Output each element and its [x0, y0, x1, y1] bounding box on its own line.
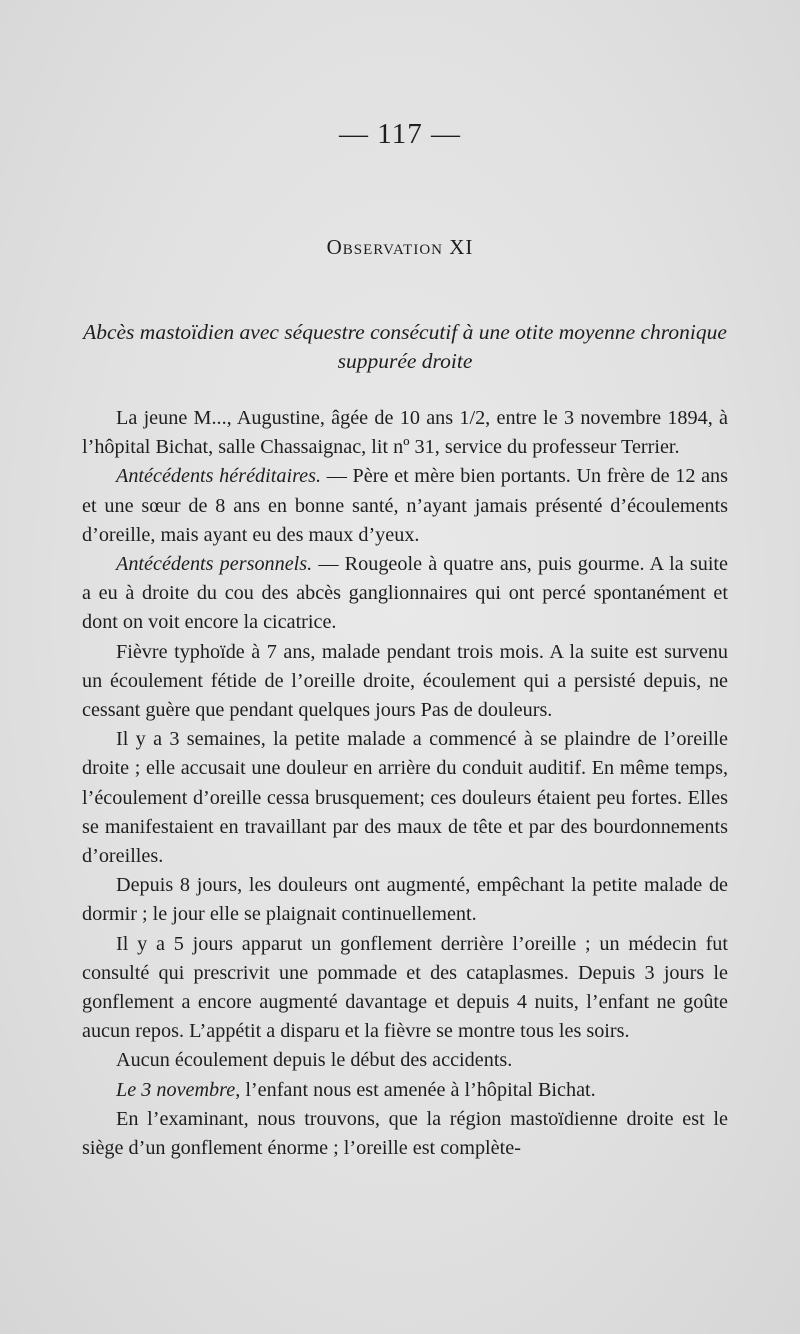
paragraph: Antécédents héréditaires. — Père et mère bien portants. Un frère de 12 ans et une sœur de 8 ans en bonne santé, n’ayant jamais présenté d’écoulements d’oreille, mais ayant eu des maux d’yeux.	[82, 465, 728, 546]
paragraph: En l’examinant, nous trouvons, que la région mastoïdienne droite est le siège d’un gonflement énorme ; l’oreille est complète-	[82, 1107, 728, 1160]
date-lead: Le 3 novembre	[116, 1078, 236, 1101]
paragraph: Fièvre typhoïde à 7 ans, malade pendant trois mois. A la suite est survenu un écoulement fétide de l’oreille droite, écoulement qui a persisté depuis, ne cessant guère que pendant quelques jours Pas de douleurs.	[82, 640, 728, 722]
section-lead: Antécédents héréditaires.	[116, 465, 322, 488]
section-lead: Antécédents personnels.	[116, 553, 313, 576]
paragraph: Le 3 novembre, l’enfant nous est amenée à l’hôpital Bichat.	[116, 1078, 596, 1101]
observation-body	[82, 404, 728, 1163]
paragraph: Il y a 5 jours apparut un gonflement derrière l’oreille ; un médecin fut consulté qui prescrivit une pommade et des cataplasmes. Depuis 3 jours le gonflement a encore augmenté davantage et depuis 4 nuits, l’enfant ne goûte aucun repos. L’appétit a disparu et la fièvre se montre tous les soirs.	[82, 932, 728, 1043]
observation-title: Abcès mastoïdien avec séquestre consécutif à une otite moyenne chronique suppurée droite	[83, 320, 727, 373]
paragraph: Il y a 3 semaines, la petite malade a commencé à se plaindre de l’oreille droite ; elle accusait une douleur en arrière du conduit auditif. En même temps, l’écoulement d’oreille cessa brusquement; ces douleurs étaient peu fortes. Elles se manifestaient en travaillant par des maux de tête et par des bourdonnements d’oreilles.	[82, 728, 728, 868]
observation-heading: Observation XI	[326, 235, 474, 259]
paragraph: Depuis 8 jours, les douleurs ont augmenté, empêchant la petite malade de dormir ; le jour elle se plaignait continuellement.	[82, 874, 728, 926]
page-number: — 117 —	[339, 118, 461, 150]
paragraph: La jeune M..., Augustine, âgée de 10 ans 1/2, entre le 3 novembre 1894, à l’hôpital Bichat, salle Chassaignac, lit nº 31, service du professeur Terrier.	[82, 407, 728, 459]
paragraph: Antécédents personnels. — Rougeole à quatre ans, puis gourme. A la suite a eu à droite du cou des abcès ganglionnaires qui ont percé spontanément et dont on voit encore la cicatrice.	[82, 553, 729, 634]
paragraph: Aucun écoulement depuis le début des accidents.	[116, 1049, 513, 1072]
